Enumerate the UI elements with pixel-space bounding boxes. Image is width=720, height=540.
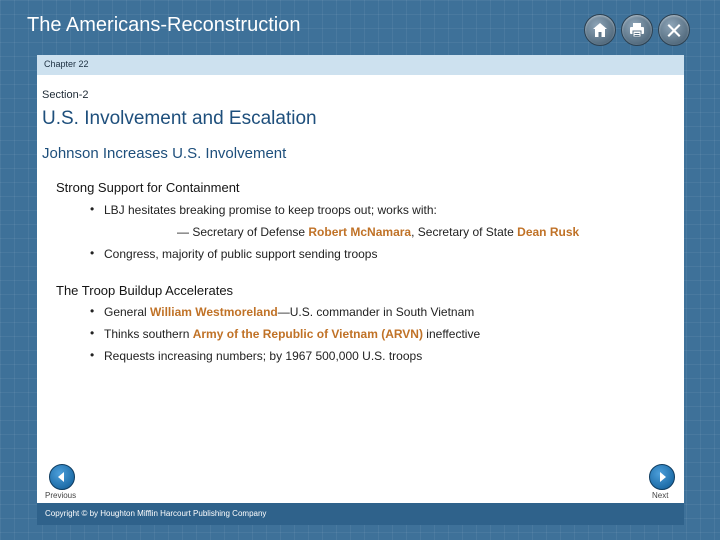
group-title-buildup: The Troop Buildup Accelerates [56,283,234,298]
close-icon [665,21,683,39]
previous-label[interactable]: Previous [45,491,77,500]
footer [37,503,684,525]
home-button[interactable] [584,14,616,46]
next-button[interactable] [649,464,675,490]
arrow-right-icon [656,471,668,483]
chapter-label: Chapter 22 [44,59,89,69]
copyright-text: Copyright © by Houghton Mifflin Harcourt Publishing Company [45,509,267,518]
bullet-lbj: • LBJ hesitates breaking promise to keep troops out; works with: [104,203,437,217]
text-prefix: Thinks southern [104,327,193,341]
highlight-westmoreland: William Westmoreland [150,305,278,319]
text-middle: , Secretary of State [411,225,518,239]
print-button[interactable] [621,14,653,46]
section-label: Section-2 [42,89,89,101]
arrow-left-icon [56,471,68,483]
presentation-title: The Americans-Reconstruction [27,14,301,36]
text-suffix: —U.S. commander in South Vietnam [277,305,475,319]
toolbar [584,14,690,46]
bullet-congress: • Congress, majority of public support sending troops [104,247,377,261]
highlight-arvn: Army of the Republic of Vietnam (ARVN) [192,327,423,341]
text-suffix: ineffective [422,327,481,341]
bullet-arvn [104,327,480,341]
text-prefix: — Secretary of Defense [177,225,309,239]
slide-heading: U.S. Involvement and Escalation [42,108,317,129]
group-title-containment: Strong Support for Containment [56,180,240,195]
sub-bullet-secretaries [177,225,579,239]
bullet-troops: • Requests increasing numbers; by 1967 500,000 U.S. troops [104,349,422,363]
highlight-mcnamara: Robert McNamara [308,225,412,239]
next-label[interactable]: Next [652,491,669,500]
close-button[interactable] [658,14,690,46]
highlight-rusk: Dean Rusk [517,225,580,239]
home-icon [591,21,609,39]
slide-subheading: Johnson Increases U.S. Involvement [42,145,287,162]
print-icon [628,21,646,39]
previous-button[interactable] [49,464,75,490]
text-prefix: General [104,305,151,319]
slide-content [37,75,684,503]
bullet-westmoreland [104,305,474,319]
chapter-bar [37,55,684,75]
